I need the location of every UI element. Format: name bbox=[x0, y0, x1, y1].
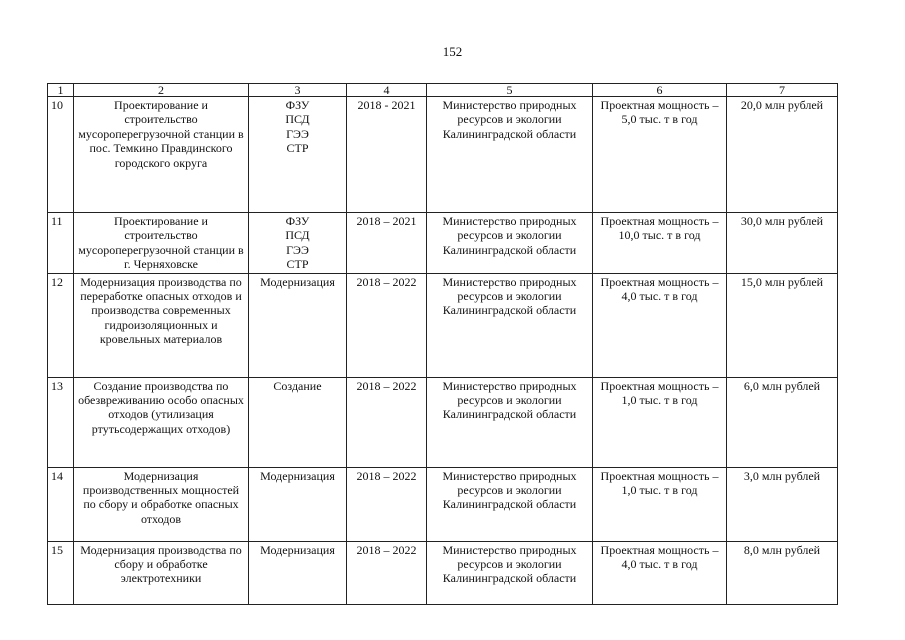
result-cell: Проектная мощность – 5,0 тыс. т в год bbox=[593, 97, 727, 213]
cost-cell: 15,0 млн рублей bbox=[727, 273, 838, 377]
document-item: ПСД bbox=[285, 112, 310, 127]
header-cell: 1 bbox=[48, 84, 74, 97]
result-cell: Проектная мощность – 10,0 тыс. т в год bbox=[593, 213, 727, 274]
document-item: ФЗУ bbox=[285, 214, 310, 228]
header-cell: 3 bbox=[249, 84, 347, 97]
table-row bbox=[48, 377, 838, 467]
table-row bbox=[48, 273, 838, 377]
row-number: 15 bbox=[48, 541, 74, 604]
table-row bbox=[48, 213, 838, 274]
table-row bbox=[48, 541, 838, 604]
header-cell: 4 bbox=[347, 84, 427, 97]
row-number: 12 bbox=[48, 273, 74, 377]
document-item: ФЗУ bbox=[285, 98, 310, 112]
cost-cell: 3,0 млн рублей bbox=[727, 467, 838, 541]
measure-name: Создание производства по обезвреживанию особо опасных отходов (утилизация ртутьсодержащих отходов) bbox=[74, 377, 249, 467]
row-number: 11 bbox=[48, 213, 74, 274]
document-item: СТР bbox=[286, 141, 309, 156]
documents-cell: Модернизация bbox=[249, 541, 347, 604]
document-item: ПСД bbox=[285, 228, 310, 243]
table-body bbox=[48, 84, 838, 605]
table-row bbox=[48, 97, 838, 213]
documents-cell bbox=[249, 213, 347, 274]
result-cell: Проектная мощность – 4,0 тыс. т в год bbox=[593, 273, 727, 377]
document-item: ГЭЭ bbox=[286, 242, 309, 257]
measure-name: Модернизация производства по сбору и обработке электротехники bbox=[74, 541, 249, 604]
period-cell: 2018 – 2021 bbox=[347, 213, 427, 274]
header-cell: 5 bbox=[427, 84, 593, 97]
result-cell: Проектная мощность – 4,0 тыс. т в год bbox=[593, 541, 727, 604]
executor-cell: Министерство природных ресурсов и экологии Калининградской области bbox=[427, 541, 593, 604]
documents-cell: Модернизация bbox=[249, 273, 347, 377]
period-cell: 2018 – 2022 bbox=[347, 273, 427, 377]
document-item: ГЭЭ bbox=[286, 126, 309, 141]
period-cell: 2018 – 2022 bbox=[347, 467, 427, 541]
executor-cell: Министерство природных ресурсов и экологии Калининградской области bbox=[427, 213, 593, 274]
measure-name: Модернизация производственных мощностей по сбору и обработке опасных отходов bbox=[74, 467, 249, 541]
result-cell: Проектная мощность – 1,0 тыс. т в год bbox=[593, 377, 727, 467]
header-cell: 6 bbox=[593, 84, 727, 97]
result-cell: Проектная мощность – 1,0 тыс. т в год bbox=[593, 467, 727, 541]
cost-cell: 20,0 млн рублей bbox=[727, 97, 838, 213]
row-number: 10 bbox=[48, 97, 74, 213]
period-cell: 2018 – 2022 bbox=[347, 541, 427, 604]
documents-cell: Модернизация bbox=[249, 467, 347, 541]
documents-cell: Создание bbox=[249, 377, 347, 467]
table-row bbox=[48, 467, 838, 541]
measure-name: Модернизация производства по переработке опасных отходов и производства современных гидроизоляционных и кровельных материалов bbox=[74, 273, 249, 377]
header-cell: 7 bbox=[727, 84, 838, 97]
document-item: СТР bbox=[286, 257, 309, 272]
executor-cell: Министерство природных ресурсов и экологии Калининградской области bbox=[427, 467, 593, 541]
documents-cell bbox=[249, 97, 347, 213]
measure-name: Проектирование и строительство мусороперегрузочной станции в пос. Темкино Правдинского городского округа bbox=[74, 97, 249, 213]
executor-cell: Министерство природных ресурсов и экологии Калининградской области bbox=[427, 97, 593, 213]
executor-cell: Министерство природных ресурсов и экологии Калининградской области bbox=[427, 377, 593, 467]
header-cell: 2 bbox=[74, 84, 249, 97]
cost-cell: 8,0 млн рублей bbox=[727, 541, 838, 604]
executor-cell: Министерство природных ресурсов и экологии Калининградской области bbox=[427, 273, 593, 377]
period-cell: 2018 - 2021 bbox=[347, 97, 427, 213]
row-number: 14 bbox=[48, 467, 74, 541]
page-number: 152 bbox=[442, 44, 463, 59]
row-number: 13 bbox=[48, 377, 74, 467]
period-cell: 2018 – 2022 bbox=[347, 377, 427, 467]
measure-name: Проектирование и строительство мусороперегрузочной станции в г. Черняховске bbox=[74, 213, 249, 274]
cost-cell: 30,0 млн рублей bbox=[727, 213, 838, 274]
program-table bbox=[47, 83, 838, 605]
cost-cell: 6,0 млн рублей bbox=[727, 377, 838, 467]
header-row bbox=[48, 84, 838, 97]
